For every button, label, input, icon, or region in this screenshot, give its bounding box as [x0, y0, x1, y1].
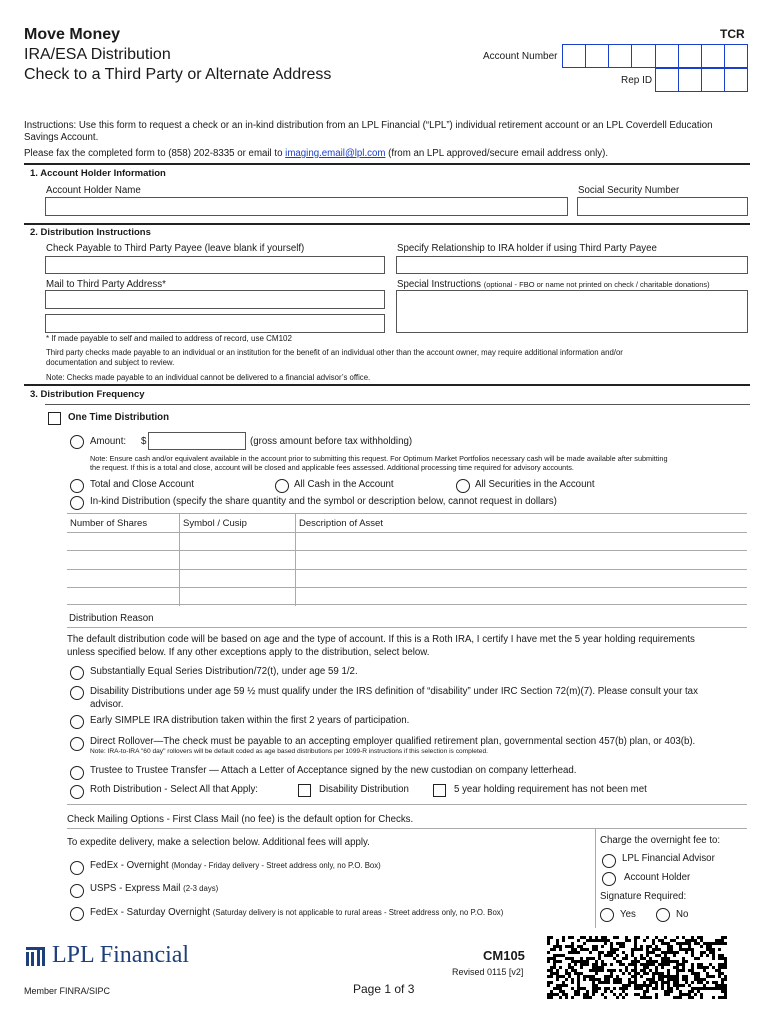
all-cash-radio[interactable] — [275, 479, 289, 493]
usps-note: (2-3 days) — [183, 884, 219, 893]
total-close-label: Total and Close Account — [90, 479, 194, 490]
form-title: Move Money — [24, 26, 121, 43]
special-label-text: Special Instructions — [397, 279, 481, 290]
in-kind-radio[interactable] — [70, 496, 84, 510]
roth-disability-checkbox[interactable] — [298, 784, 311, 797]
section3-subline — [45, 404, 750, 405]
fedex-saturday-note: (Saturday delivery is not applicable to rural areas - Street address only, no P.O. Box) — [212, 908, 504, 917]
reason-rollover-label: Direct Rollover—The check must be payable to an accepting employer qualified retirement plan, governmental section 457(b) plan, or 403(b). — [90, 736, 696, 747]
amount-note: (gross amount before tax withholding) — [250, 436, 413, 447]
revision-label: Revised 0115 [v2] — [452, 967, 524, 977]
section3-title: 3. Distribution Frequency — [30, 389, 145, 400]
amount-radio[interactable] — [70, 435, 84, 449]
table-row-divider — [67, 569, 747, 570]
fedex-saturday-text: FedEx - Saturday Overnight — [90, 907, 211, 918]
charge-divider — [595, 828, 596, 928]
instructions-line1: Instructions: Use this form to request a check or an in-kind distribution from an LPL Financial (“LPL”) individual retirement account or an LPL Coverdell Education — [24, 120, 713, 131]
fedex-overnight-text: FedEx - Overnight — [90, 860, 169, 871]
table-row-divider — [67, 532, 747, 533]
ssn-label: Social Security Number — [578, 185, 680, 196]
rep-id-label: Rep ID — [621, 75, 653, 86]
relationship-field[interactable] — [396, 256, 748, 274]
reason-divider — [67, 627, 747, 628]
cash-note-b: the request. If this is a total and close, account will be closed and applicable fees assessed. Additional processing time required for advisory accounts. — [90, 463, 574, 472]
table-col-divider — [295, 514, 296, 606]
reason-simple-radio[interactable] — [70, 715, 84, 729]
fax-prefix: Please fax the completed form to (858) 202-8335 or email to — [24, 148, 286, 159]
amount-label: Amount: — [90, 436, 127, 447]
reason-72t-radio[interactable] — [70, 666, 84, 680]
cash-note-a: Note: Ensure cash and/or equivalent available in the account prior to submitting this request. For Optimum Market Portfolios necessary cash will be made available after submitting — [90, 454, 668, 463]
form-subtitle-2: Check to a Third Party or Alternate Address — [24, 66, 332, 83]
one-time-label: One Time Distribution — [68, 412, 170, 423]
charge-holder-radio[interactable] — [602, 872, 616, 886]
table-header-shares: Number of Shares — [70, 518, 148, 529]
payee-label: Check Payable to Third Party Payee (leave blank if yourself) — [46, 243, 305, 254]
signature-yes-radio[interactable] — [600, 908, 614, 922]
section1-divider — [24, 163, 750, 165]
mailing-options-label: Check Mailing Options - First Class Mail (no fee) is the default option for Checks. — [67, 814, 414, 825]
charge-holder-label: Account Holder — [624, 872, 691, 883]
usps-radio[interactable] — [70, 884, 84, 898]
relationship-label: Specify Relationship to IRA holder if using Third Party Payee — [397, 243, 657, 254]
signature-yes-label: Yes — [620, 909, 636, 920]
table-header-description: Description of Asset — [299, 518, 383, 529]
one-time-checkbox[interactable] — [48, 412, 61, 425]
fax-suffix: (from an LPL approved/secure email address only). — [385, 148, 609, 159]
charge-advisor-label: LPL Financial Advisor — [622, 853, 715, 864]
reason-roth-radio[interactable] — [70, 785, 84, 799]
account-number-field[interactable] — [562, 44, 748, 68]
form-subtitle-1: IRA/ESA Distribution — [24, 46, 171, 63]
account-holder-name-field[interactable] — [45, 197, 568, 216]
in-kind-label: In-kind Distribution (specify the share quantity and the symbol or description below, cannot request in dollars) — [90, 496, 557, 507]
lpl-logo-text: LPL Financial — [52, 942, 190, 968]
in-kind-table — [67, 513, 747, 605]
table-row-divider — [67, 550, 747, 551]
all-cash-label: All Cash in the Account — [294, 479, 394, 490]
roth-disability-label: Disability Distribution — [319, 784, 409, 795]
reason-disability-label-b: advisor. — [90, 699, 124, 710]
fa-office-note: Note: Checks made payable to an individual cannot be delivered to a financial advisor’s office. — [46, 373, 371, 382]
mailing-subdivider — [67, 828, 747, 829]
reason-disability-label-a: Disability Distributions under age 59 ½ must qualify under the IRS definition of “disability” under IRC Section 72(m)(7). Please consult your tax — [90, 686, 698, 697]
form-code: CM105 — [483, 948, 525, 963]
amount-field[interactable] — [148, 432, 246, 450]
reason-para-b: unless specified below. If any other exceptions apply to the distribution, select below. — [67, 647, 430, 658]
fax-instructions — [24, 148, 608, 159]
all-securities-label: All Securities in the Account — [475, 479, 595, 490]
rep-id-field[interactable] — [655, 68, 748, 92]
reason-disability-radio[interactable] — [70, 686, 84, 700]
table-header-symbol: Symbol / Cusip — [183, 518, 247, 529]
reason-para-a: The default distribution code will be based on age and the type of account. If this is a Roth IRA, I certify I have met the 5 year holding requirements — [67, 634, 695, 645]
usps-label — [90, 883, 218, 894]
reason-simple-label: Early SIMPLE IRA distribution taken within the first 2 years of participation. — [90, 715, 410, 726]
signature-required-label: Signature Required: — [600, 891, 687, 902]
mailing-divider — [67, 804, 747, 805]
signature-no-label: No — [676, 909, 689, 920]
charge-fee-label: Charge the overnight fee to: — [600, 835, 721, 846]
total-close-radio[interactable] — [70, 479, 84, 493]
roth-5yr-checkbox[interactable] — [433, 784, 446, 797]
all-securities-radio[interactable] — [456, 479, 470, 493]
reason-transfer-radio[interactable] — [70, 766, 84, 780]
page-number: Page 1 of 3 — [353, 982, 415, 996]
usps-text: USPS - Express Mail — [90, 883, 181, 894]
barcode-icon — [547, 935, 727, 999]
lpl-logo-icon — [24, 944, 48, 968]
account-number-label: Account Number — [483, 51, 558, 62]
section2-divider — [24, 223, 750, 225]
roth-5yr-label: 5 year holding requirement has not been met — [454, 784, 647, 795]
distribution-reason-label: Distribution Reason — [69, 613, 154, 624]
reason-rollover-note: Note: IRA-to-IRA "60 day" rollovers will be default coded as age based distributions per 1099-R instructions if this selection is completed. — [90, 748, 488, 755]
mail-address-line2[interactable] — [45, 314, 385, 333]
dollar-sign: $ — [141, 436, 147, 447]
mail-address-line1[interactable] — [45, 290, 385, 309]
fedex-overnight-label — [90, 860, 381, 871]
third-party-note-b: documentation and subject to review. — [46, 358, 175, 367]
third-party-note-a: Third party checks made payable to an individual or an institution for the benefit of an individual other than the account owner, may require additional information and/or — [46, 348, 623, 357]
reason-transfer-label: Trustee to Trustee Transfer — Attach a Letter of Acceptance signed by the new custodian on company letterhead. — [90, 765, 577, 776]
reason-rollover-radio[interactable] — [70, 737, 84, 751]
special-instructions-field[interactable] — [396, 290, 748, 333]
mail-address-label: Mail to Third Party Address* — [46, 279, 166, 290]
expedite-label: To expedite delivery, make a selection below. Additional fees will apply. — [67, 837, 370, 848]
reason-72t-label: Substantially Equal Series Distribution/72(t), under age 59 1/2. — [90, 666, 358, 677]
special-note: (optional - FBO or name not printed on check / charitable donations) — [483, 280, 710, 289]
member-finra: Member FINRA/SIPC — [24, 986, 111, 996]
section3-divider — [24, 384, 750, 386]
section2-title: 2. Distribution Instructions — [30, 227, 151, 238]
fedex-saturday-label — [90, 907, 503, 918]
table-col-divider — [179, 514, 180, 606]
ssn-field[interactable] — [577, 197, 748, 216]
signature-no-radio[interactable] — [656, 908, 670, 922]
email-link[interactable]: imaging.email@lpl.com — [285, 148, 386, 159]
self-footnote: * If made payable to self and mailed to address of record, use CM102 — [46, 334, 292, 343]
table-row-divider — [67, 587, 747, 588]
instructions-line2: Savings Account. — [24, 132, 99, 143]
account-holder-name-label: Account Holder Name — [46, 185, 141, 196]
payee-field[interactable] — [45, 256, 385, 274]
fedex-overnight-radio[interactable] — [70, 861, 84, 875]
charge-advisor-radio[interactable] — [602, 854, 616, 868]
tcr-label: TCR — [720, 27, 745, 41]
fedex-overnight-note: (Monday - Friday delivery - Street address only, no P.O. Box) — [171, 861, 381, 870]
reason-roth-label: Roth Distribution - Select All that Apply: — [90, 784, 258, 795]
section1-title: 1. Account Holder Information — [30, 168, 166, 179]
special-instructions-label — [397, 279, 710, 290]
fedex-saturday-radio[interactable] — [70, 907, 84, 921]
